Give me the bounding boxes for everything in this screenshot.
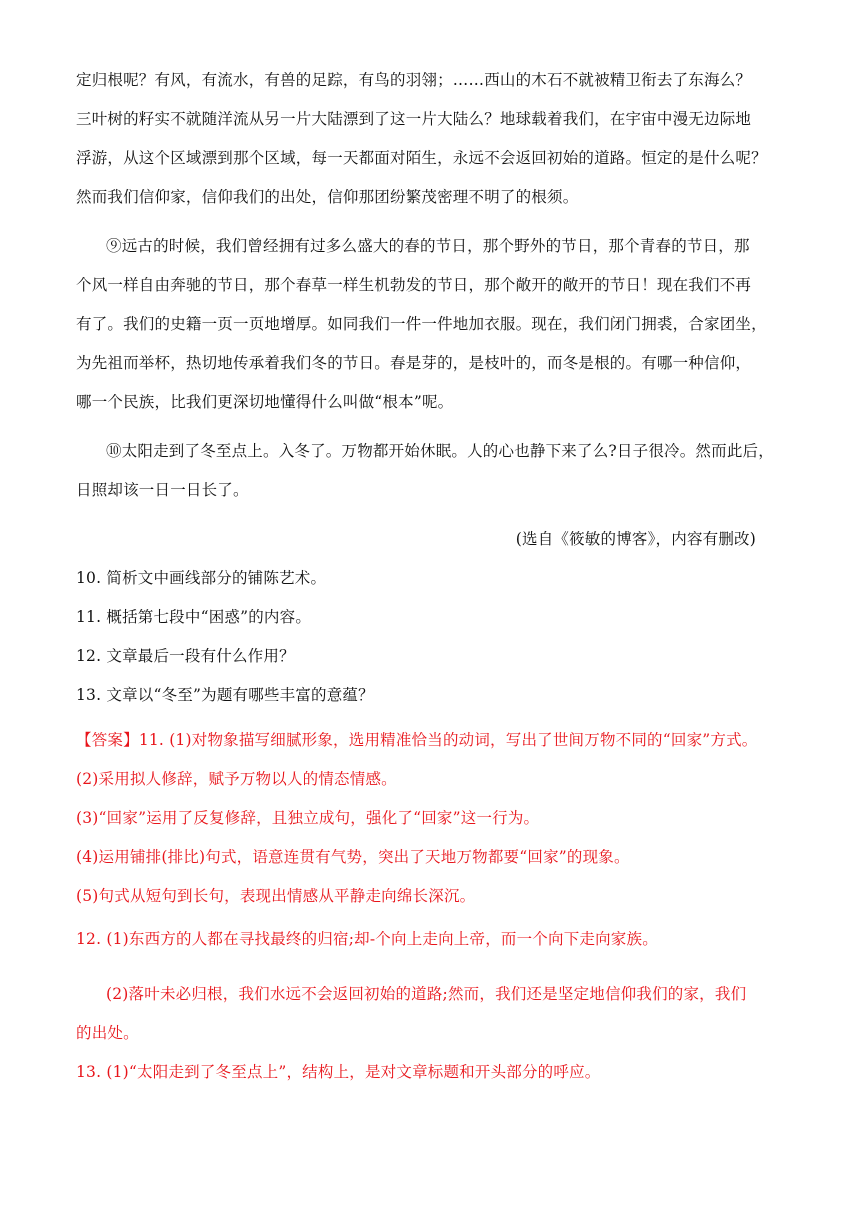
answer-line: [76, 730, 758, 750]
passage-line: 定归根呢？有风，有流水，有兽的足踪，有鸟的羽翎；……西山的木石不就被精卫衔去了东海么？: [76, 71, 752, 89]
answer-line: 12. (1)东西方的人都在寻找最终的归宿;却-个向上走向上帝，而一个向下走向家族。: [76, 930, 658, 948]
question-item: 12. 文章最后一段有什么作用？: [76, 647, 295, 665]
answer-line: (2)落叶未必归根，我们水远不会返回初始的道路;然而，我们还是坚定地信仰我们的家，我们: [106, 985, 747, 1003]
answer-line: (2)采用拟人修辞，赋予万物以人的情态情感。: [76, 770, 397, 788]
answer-line: (5)句式从短句到长句，表现出情感从平静走向绵长深沉。: [76, 887, 476, 905]
passage-line: 个风一样自由奔驰的节日，那个春草一样生机勃发的节日，那个敞开的敞开的节日！现在我们不再: [76, 276, 752, 294]
answer-line: 的出处。: [76, 1024, 139, 1042]
passage-line: 有了。我们的史籍一页一页地增厚。如同我们一件一件地加衣服。现在，我们闭门拥裘，合家团坐，: [76, 315, 767, 333]
answer-line: (3)“回家”运用了反复修辞，且独立成句，强化了“回家”这一行为。: [76, 809, 540, 827]
question-item: 13. 文章以“冬至”为题有哪些丰富的意蕴？: [76, 686, 374, 704]
question-item: 11. 概括第七段中“困惑”的内容。: [76, 608, 312, 626]
passage-line: 日照却该一日一日长了。: [76, 481, 249, 499]
question-item: 10. 简析文中画线部分的铺陈艺术。: [76, 569, 327, 587]
passage-line: ⑩太阳走到了冬至点上。入冬了。万物都开始休眠。人的心也静下来了么?日子很冷。然而此后，: [106, 442, 774, 460]
passage-line: 然而我们信仰家，信仰我们的出处，信仰那团纷繁茂密理不明了的根须。: [76, 188, 579, 206]
passage-line: 哪一个民族，比我们更深切地懂得什么叫做“根本”呢。: [76, 393, 454, 411]
passage-line: ⑨远古的时候，我们曾经拥有过多么盛大的春的节日，那个野外的节日，那个青春的节日，那: [106, 237, 750, 255]
answer-line: 13. (1)“太阳走到了冬至点上”，结构上，是对文章标题和开头部分的呼应。: [76, 1063, 601, 1081]
passage-line: 为先祖而举杯，热切地传承着我们冬的节日。春是芽的，是枝叶的，而冬是根的。有哪一种信仰，: [76, 354, 752, 372]
passage-line: 浮游，从这个区域漂到那个区域，每一天都面对陌生，永远不会返回初始的道路。恒定的是什么呢？: [76, 149, 767, 167]
answer-line: (4)运用铺排(排比)句式，语意连贯有气势，突出了天地万物都要“回家”的现象。: [76, 848, 630, 866]
answer-tag: 【答案】: [76, 731, 139, 749]
answer-11-part1: 11. (1)对物象描写细腻形象，选用精准恰当的动词，写出了世间万物不同的“回家”方式。: [138, 731, 758, 749]
source-citation: (选自《筱敏的博客》，内容有删改): [515, 530, 756, 548]
passage-line: 三叶树的籽实不就随洋流从另一片大陆漂到了这一片大陆么？地球载着我们，在宇宙中漫无边际地: [76, 110, 752, 128]
